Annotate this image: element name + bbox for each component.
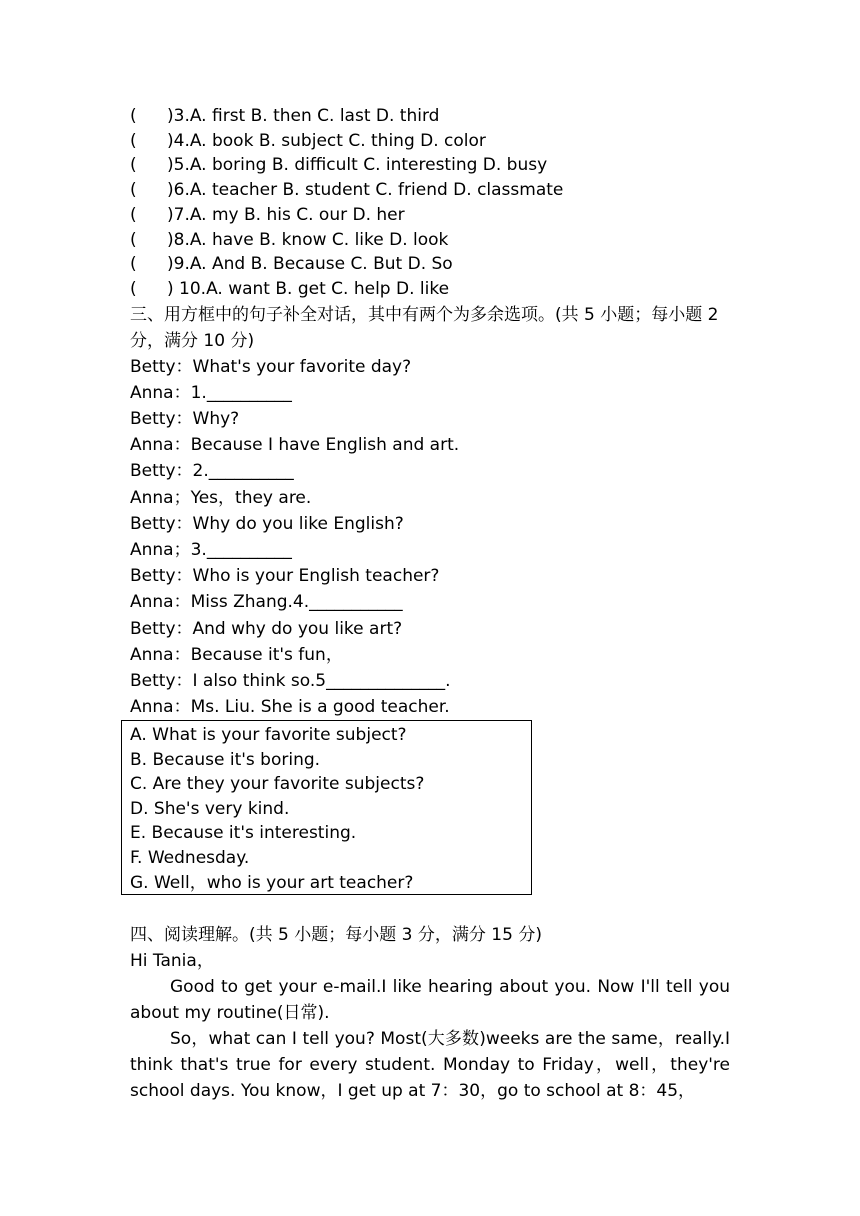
dialogue-line[interactable]: Anna：1.__________ <box>130 382 292 403</box>
section-3-title: 三、用方框中的句子补全对话，其中有两个为多余选项。(共 5 小题；每小题 2 分，满分 10 分) <box>130 304 719 351</box>
mc-text: )8.A. have B. know C. like D. look <box>167 229 449 250</box>
question-sheet <box>130 104 730 720</box>
dialogue-line: Anna；Yes，they are. <box>130 487 312 508</box>
dialogue-line[interactable]: Anna；3.__________ <box>130 540 292 561</box>
option-d: D. She's very kind. <box>130 798 290 819</box>
letter-paragraph-2: So，what can I tell you? Most(大多数)weeks are the same，really.I think that's true for every student. Monday to Friday，well，they're school days. You know，I get up at 7：30，go to school at 8：45， <box>130 1029 730 1101</box>
mc-item-10 <box>130 277 730 302</box>
dialogue-line: Anna：Because it's fun， <box>130 644 343 665</box>
answer-paren[interactable]: ( <box>130 155 137 176</box>
option-a: A. What is your favorite subject? <box>130 725 407 745</box>
dialogue-line[interactable]: Betty：I also think so.5______________. <box>130 671 451 692</box>
mc-item-6 <box>130 178 730 203</box>
dialogue-line[interactable]: Anna：Miss Zhang.4.___________ <box>130 592 403 613</box>
section-4 <box>130 922 730 1104</box>
mc-item-4 <box>130 129 730 154</box>
options-box <box>121 720 532 895</box>
dialogue-line: Betty：Who is your English teacher? <box>130 566 440 587</box>
dialogue-line: Betty：And why do you like art? <box>130 618 403 639</box>
mc-text: ) 10.A. want B. get C. help D. like <box>167 278 450 299</box>
answer-paren[interactable]: ( <box>130 204 137 225</box>
mc-text: )9.A. And B. Because C. But D. So <box>167 254 453 275</box>
dialogue-line: Betty：Why? <box>130 409 240 430</box>
option-f: F. Wednesday. <box>130 847 250 868</box>
mc-item-3 <box>130 104 730 129</box>
option-g: G. Well，who is your art teacher? <box>130 872 414 893</box>
dialogue-line[interactable]: Betty：2.__________ <box>130 461 294 482</box>
answer-paren[interactable]: ( <box>130 229 137 250</box>
mc-item-9 <box>130 252 730 277</box>
answer-paren[interactable]: ( <box>130 180 137 201</box>
option-e: E. Because it's interesting. <box>130 823 357 844</box>
mc-text: )3.A. first B. then C. last D. third <box>167 106 440 126</box>
mc-item-8 <box>130 228 730 253</box>
mc-item-7 <box>130 203 730 228</box>
dialogue-line: Betty：Why do you like English? <box>130 513 404 534</box>
option-c: C. Are they your favorite subjects? <box>130 774 425 795</box>
multiple-choice-list <box>130 104 730 302</box>
option-b: B. Because it's boring. <box>130 749 321 770</box>
letter-paragraph-1: Good to get your e-mail.I like hearing about you. Now I'll tell you about my routine(日常). <box>130 977 730 1023</box>
letter-greeting: Hi Tania， <box>130 951 214 971</box>
answer-paren[interactable]: ( <box>130 278 137 299</box>
mc-text: )7.A. my B. his C. our D. her <box>167 204 405 225</box>
mc-text: )5.A. boring B. difficult C. interesting D. busy <box>167 155 548 176</box>
dialogue <box>130 354 730 721</box>
mc-text: )6.A. teacher B. student C. friend D. classmate <box>167 180 564 201</box>
mc-item-5 <box>130 153 730 178</box>
answer-paren[interactable]: ( <box>130 130 137 151</box>
dialogue-line: Betty：What's your favorite day? <box>130 356 412 377</box>
dialogue-line: Anna：Ms. Liu. She is a good teacher. <box>130 697 450 718</box>
answer-paren[interactable]: ( <box>130 106 137 126</box>
dialogue-line: Anna：Because I have English and art. <box>130 435 460 456</box>
mc-text: )4.A. book B. subject C. thing D. color <box>167 130 486 151</box>
answer-paren[interactable]: ( <box>130 254 137 275</box>
section-4-title: 四、阅读理解。(共 5 小题；每小题 3 分，满分 15 分) <box>130 925 542 945</box>
